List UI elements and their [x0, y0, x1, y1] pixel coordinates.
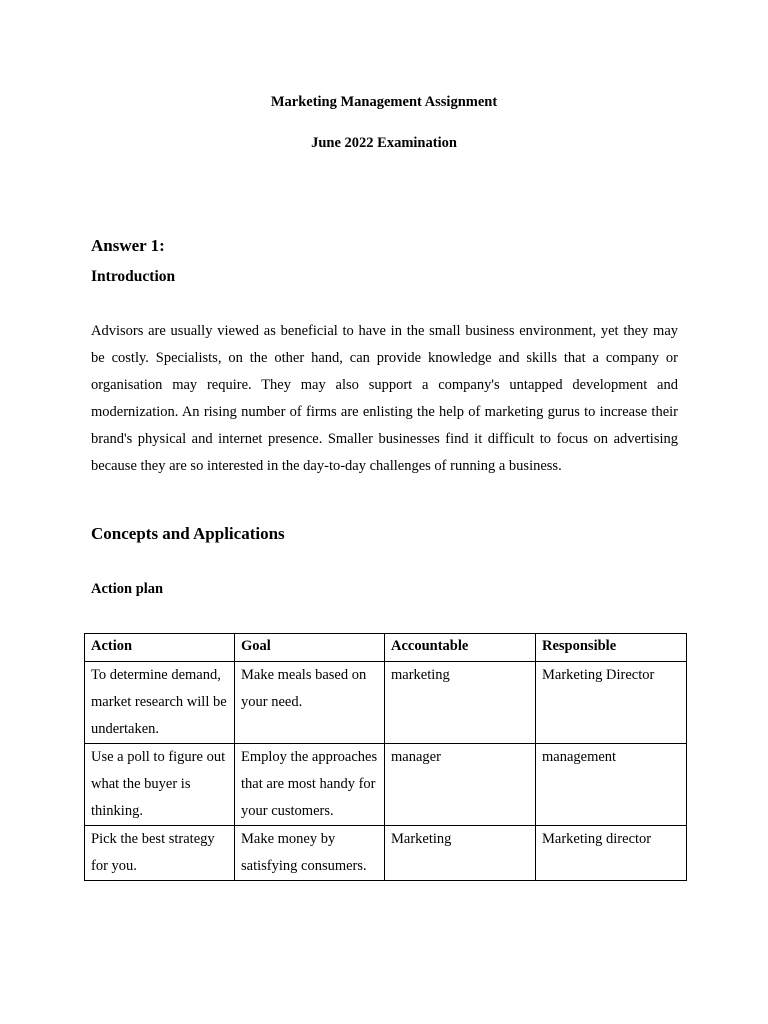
- cell-accountable: Marketing: [385, 826, 536, 881]
- introduction-paragraph: Advisors are usually viewed as beneficial to have in the small business environment, yet they may be costly. Specialists, on the other hand, can provide knowledge and skills that a company or organisation may require. They may also support a company's untapped development and modernization. An rising number of firms are enlisting the help of marketing gurus to increase their brand's physical and internet presence. Smaller businesses find it difficult to focus on advertising because they are so interested in the day-to-day challenges of running a business.: [91, 323, 678, 474]
- cell-accountable: manager: [385, 744, 536, 826]
- answer-heading: Answer 1:: [91, 236, 165, 255]
- cell-accountable: marketing: [385, 662, 536, 744]
- cell-responsible: management: [536, 744, 687, 826]
- action-plan-heading: Action plan: [91, 581, 164, 597]
- document-title: Marketing Management Assignment: [270, 94, 498, 110]
- cell-goal: Employ the approaches that are most handy for your customers.: [235, 744, 385, 826]
- table-row: [85, 826, 687, 881]
- cell-action: To determine demand, market research will be undertaken.: [85, 662, 235, 744]
- cell-goal: Make money by satisfying consumers.: [235, 826, 385, 881]
- introduction-heading: Introduction: [91, 268, 176, 285]
- header-responsible: Responsible: [536, 634, 687, 662]
- cell-action: Use a poll to figure out what the buyer is thinking.: [85, 744, 235, 826]
- table-header-row: [85, 634, 687, 662]
- concepts-heading: Concepts and Applications: [91, 524, 285, 543]
- header-action: Action: [85, 634, 235, 662]
- cell-responsible: Marketing director: [536, 826, 687, 881]
- cell-goal: Make meals based on your need.: [235, 662, 385, 744]
- action-plan-table: [84, 633, 687, 881]
- table-row: [85, 662, 687, 744]
- document-subtitle: June 2022 Examination: [311, 135, 457, 151]
- cell-action: Pick the best strategy for you.: [85, 826, 235, 881]
- cell-responsible: Marketing Director: [536, 662, 687, 744]
- table-row: [85, 744, 687, 826]
- header-accountable: Accountable: [385, 634, 536, 662]
- header-goal: Goal: [235, 634, 385, 662]
